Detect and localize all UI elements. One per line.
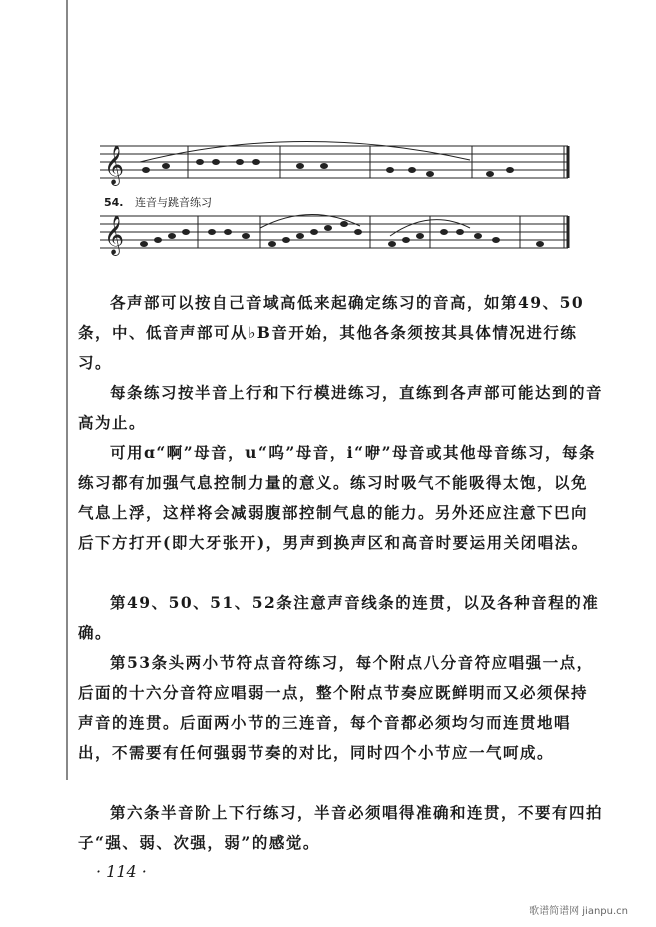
page-edge-line	[66, 0, 68, 780]
svg-text:𝄞: 𝄞	[104, 145, 125, 185]
page-number: · 114 ·	[96, 862, 147, 881]
svg-text:𝄞: 𝄞	[104, 215, 125, 255]
paragraph-3: 可用ɑ“啊”母音，u“呜”母音，i“咿”母音或其他母音练习，每条练习都有加强气息控制力量的意义。练习时吸气不能吸得太饱，以免气息上浮，这样将会减弱腹部控制气息的能力。另外还应注意下巴向后下方打开(即大牙张开)，男声到换声区和高音时要运用关闭唱法。	[78, 443, 596, 552]
paragraph-6: 第六条半音阶上下行练习，半音必须唱得准确和连贯，不要有四拍子“强、弱、次强，弱”的感觉。	[78, 803, 604, 852]
music-staff-2	[100, 210, 570, 256]
exercise-number: 54.	[104, 196, 124, 209]
paragraph-5: 第53条头两小节符点音符练习，每个附点八分音符应唱强一点，后面的十六分音符应唱弱一点，整个附点节奏应既鲜明而又必须保持声音的连贯。后面两小节的三连音，每个音都必须均匀而连贯地唱出，不需要有任何强弱节奏的对比，同时四个小节应一气呵成。	[78, 653, 594, 762]
paragraph-4: 第49、50、51、52条注意声音线条的连贯，以及各种音程的准确。	[78, 593, 600, 642]
site-watermark: 歌谱简谱网 jianpu.cn	[529, 906, 628, 917]
paragraph-2: 每条练习按半音上行和下行模进练习，直练到各声部可能达到的音高为止。	[78, 383, 604, 432]
music-staff-1	[100, 140, 570, 186]
exercise-label	[104, 194, 212, 210]
paragraph-1: 各声部可以按自己音域高低来起确定练习的音高，如第49、50条，中、低音声部可从♭B音开始，其他各条须按其具体情况进行练习。	[78, 293, 585, 372]
exercise-title: 连音与跳音练习	[135, 196, 212, 209]
